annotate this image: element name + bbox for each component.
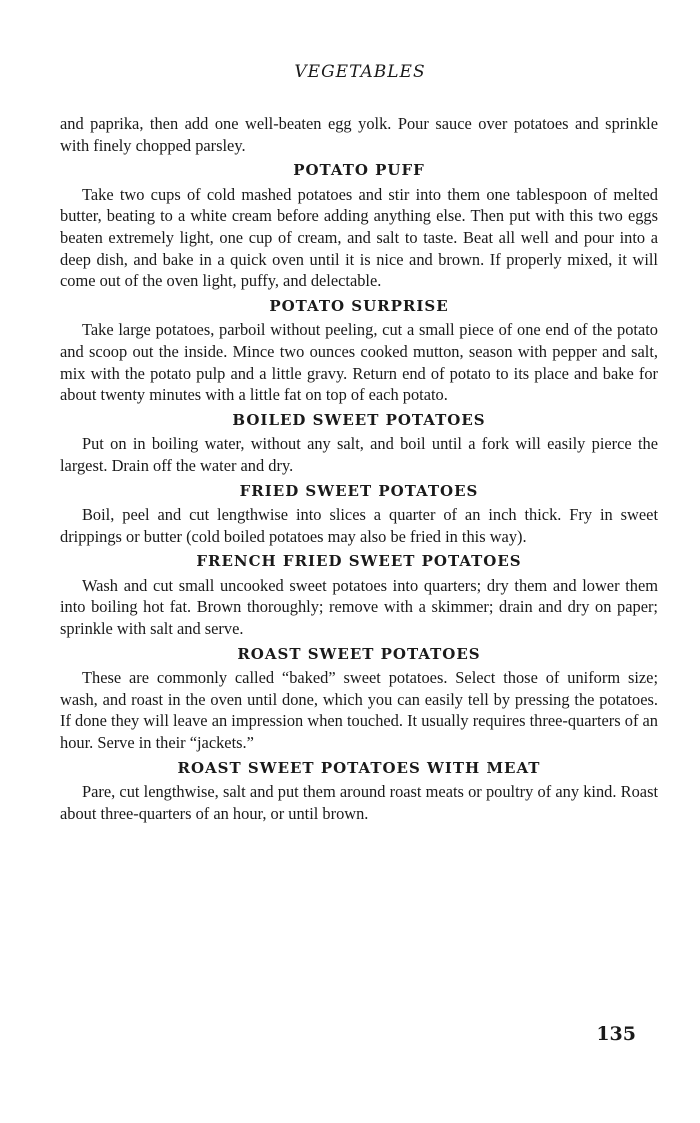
recipe-text: These are commonly called “baked” sweet potatoes. Select those of uniform size; wash, and roast in the oven until done, which you can easily tell by pressing the potatoes. If done they will leave an impression when touched. It usually requires three-quarters of an hour. Serve in their “jackets.” xyxy=(60,668,658,753)
recipe-title: ROAST SWEET POTATOES WITH MEAT xyxy=(177,758,541,777)
recipe-title: ROAST SWEET POTATOES xyxy=(237,644,481,663)
page-body xyxy=(60,113,658,824)
recipe-title: BOILED SWEET POTATOES xyxy=(232,410,486,429)
recipe-text: Take two cups of cold mashed potatoes and stir into them one tablespoon of melted butter, beating to a white cream before adding anything else. Then put with this two eggs beaten extremely light, one cup of cream, and salt to taste. Beat all well and pour into a deep dish, and bake in a quick oven until it is nice and brown. If properly mixed, it will come out of the oven light, puffy, and delectable. xyxy=(60,184,658,291)
page-number: 135 xyxy=(596,1023,636,1045)
recipe-title: FRENCH FRIED SWEET POTATOES xyxy=(196,552,522,571)
recipe-text: Wash and cut small uncooked sweet potatoes into quarters; dry them and lower them into boiling hot fat. Brown thoroughly; remove with a skimmer; drain and dry on paper; sprinkle with salt and serve. xyxy=(60,575,658,639)
recipe-title: POTATO PUFF xyxy=(293,161,425,180)
book-page xyxy=(60,0,660,1123)
recipe-text: Boil, peel and cut lengthwise into slices a quarter of an inch thick. Fry in sweet drippings or butter (cold boiled potatoes may also be fried in this way). xyxy=(60,505,658,546)
recipe-text: Take large potatoes, parboil without peeling, cut a small piece of one end of the potato and scoop out the inside. Mince two ounces cooked mutton, season with pepper and salt, mix with the potato pulp and a little gravy. Return end of potato to its place and bake for about twenty minutes with a little fat on top of each potato. xyxy=(60,320,658,405)
recipe-text: Put on in boiling water, without any salt, and boil until a fork will easily pierce the largest. Drain off the water and dry. xyxy=(60,434,658,475)
recipe-title: FRIED SWEET POTATOES xyxy=(239,481,479,500)
recipe-title: POTATO SURPRISE xyxy=(269,296,449,315)
recipe-text: Pare, cut lengthwise, salt and put them around roast meats or poultry of any kind. Roast about three-quarters of an hour, or until brown. xyxy=(60,782,658,823)
intro-paragraph: and paprika, then add one well-beaten egg yolk. Pour sauce over potatoes and sprinkle with finely chopped parsley. xyxy=(60,114,658,155)
running-head: VEGETABLES xyxy=(294,62,426,82)
